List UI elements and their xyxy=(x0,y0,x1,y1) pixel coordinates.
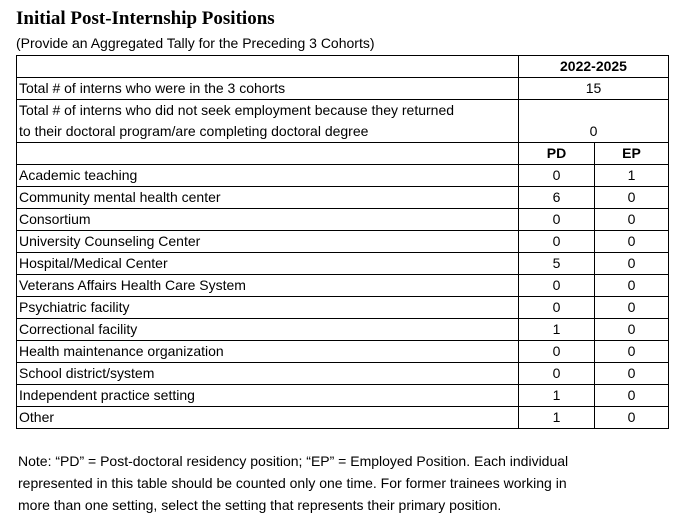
ep-header: EP xyxy=(595,143,669,165)
returned-label-line2: to their doctoral program/are completing doctoral degree xyxy=(19,123,369,139)
pd-value: 1 xyxy=(519,385,595,407)
pd-value: 0 xyxy=(519,231,595,253)
ep-value: 0 xyxy=(595,407,669,429)
setting-label: Other xyxy=(17,407,519,429)
ep-value: 0 xyxy=(595,187,669,209)
table-row xyxy=(17,187,669,209)
footnote-line1: Note: “PD” = Post-doctoral residency position; “EP” = Employed Position. Each individual xyxy=(18,453,569,469)
setting-label: Hospital/Medical Center xyxy=(17,253,519,275)
pd-value: 6 xyxy=(519,187,595,209)
header-empty-cell xyxy=(17,56,519,78)
pd-value: 1 xyxy=(519,319,595,341)
ep-value: 0 xyxy=(595,319,669,341)
setting-label: Independent practice setting xyxy=(17,385,519,407)
ep-value: 0 xyxy=(595,297,669,319)
pd-value: 0 xyxy=(519,165,595,187)
pd-value: 1 xyxy=(519,407,595,429)
setting-label: Correctional facility xyxy=(17,319,519,341)
pd-value: 5 xyxy=(519,253,595,275)
ep-value: 0 xyxy=(595,231,669,253)
setting-label: Academic teaching xyxy=(17,165,519,187)
ep-value: 0 xyxy=(595,363,669,385)
returned-row xyxy=(17,100,669,143)
table-row xyxy=(17,385,669,407)
table-row xyxy=(17,341,669,363)
table-row xyxy=(17,407,669,429)
table-row xyxy=(17,363,669,385)
header-row xyxy=(17,56,669,78)
period-header: 2022-2025 xyxy=(519,56,669,78)
total-label: Total # of interns who were in the 3 cohorts xyxy=(17,78,519,100)
setting-label: Psychiatric facility xyxy=(17,297,519,319)
table-row xyxy=(17,297,669,319)
table-row xyxy=(17,165,669,187)
ep-value: 0 xyxy=(595,253,669,275)
pd-header: PD xyxy=(519,143,595,165)
table-row xyxy=(17,275,669,297)
setting-label: Community mental health center xyxy=(17,187,519,209)
column-header-row xyxy=(17,143,669,165)
pd-value: 0 xyxy=(519,341,595,363)
setting-label: University Counseling Center xyxy=(17,231,519,253)
page-subtitle: (Provide an Aggregated Tally for the Preceding 3 Cohorts) xyxy=(16,35,375,51)
setting-label: Health maintenance organization xyxy=(17,341,519,363)
positions-table xyxy=(16,55,669,429)
page-title: Initial Post-Internship Positions xyxy=(16,8,275,29)
ep-value: 0 xyxy=(595,341,669,363)
setting-label: Consortium xyxy=(17,209,519,231)
setting-label: Veterans Affairs Health Care System xyxy=(17,275,519,297)
total-row xyxy=(17,78,669,100)
pd-value: 0 xyxy=(519,363,595,385)
column-header-empty-cell xyxy=(17,143,519,165)
returned-label-line1: Total # of interns who did not seek employment because they returned xyxy=(19,102,455,118)
pd-value: 0 xyxy=(519,275,595,297)
ep-value: 0 xyxy=(595,385,669,407)
table-row xyxy=(17,319,669,341)
table-row xyxy=(17,231,669,253)
ep-value: 0 xyxy=(595,275,669,297)
footnote-line3: more than one setting, select the setting that represents their primary position. xyxy=(18,497,502,513)
footnote xyxy=(18,450,668,516)
total-value: 15 xyxy=(519,78,669,100)
setting-label: School district/system xyxy=(17,363,519,385)
table-row xyxy=(17,253,669,275)
pd-value: 0 xyxy=(519,209,595,231)
ep-value: 0 xyxy=(595,209,669,231)
ep-value: 1 xyxy=(595,165,669,187)
returned-value: 0 xyxy=(519,100,669,143)
footnote-line2: represented in this table should be counted only one time. For former trainees working in xyxy=(18,475,567,491)
table-row xyxy=(17,209,669,231)
pd-value: 0 xyxy=(519,297,595,319)
returned-label xyxy=(17,100,519,143)
